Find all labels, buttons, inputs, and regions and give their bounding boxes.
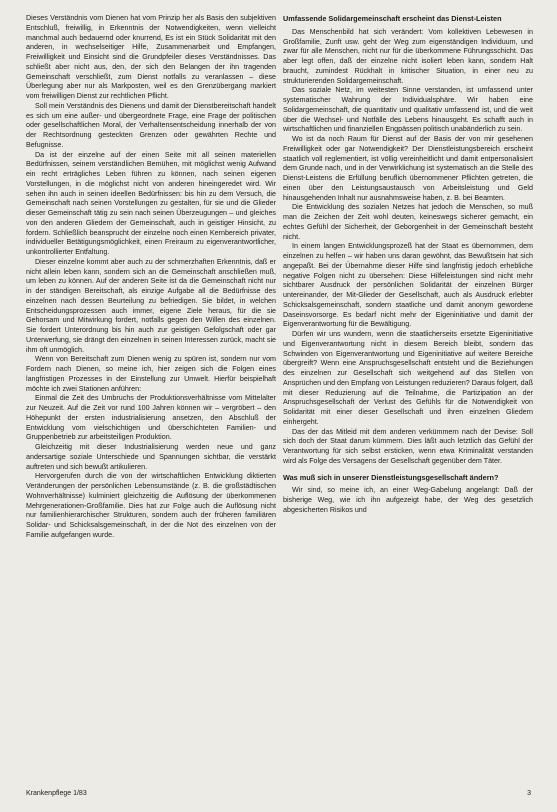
right-column: [283, 14, 533, 516]
section-heading: Was muß sich in unserer Dienstleistungsgesellschaft ändern?: [283, 472, 499, 482]
left-column: [26, 14, 276, 541]
paragraph: Hervorgerufen durch die von der wirtschaftlichen Entwicklung diktierten Veränderungen der persönlichen Lebensumstände (z. B. die großstädtischen Wohnverhältnisse) kulminiert gleichzeitig die Auflösung der überkommenen Mehrgenerationen-Großfamilie. Dies hat zur Folge auch die Auflösung nicht nur familienhierarchischer Strukturen, sondern auch der früheren familiären Solidar- und Schicksalsgemeinschaft, in der die Not des einzelnen von der Familie aufgefangen wurde.: [26, 472, 276, 539]
paragraph: Das der das Mitleid mit dem anderen verkümmern nach der Devise: Soll sich doch der Staat darum kümmern. Dies läßt auch letztlich das Gefühl der Verantwortung für sich selbst ersticken, wenn etwa Kriminalität verstanden wird als Folge des Versagens der Gesellschaft gegenüber dem Täter.: [283, 427, 533, 465]
paragraph: Wir sind, so meine ich, an einer Weg-Gabelung angelangt: Daß der bisherige Weg, wie ich ihn aufgezeigt habe, der Weg des gesetzlich abgesicherten Risikos und: [283, 486, 533, 514]
paragraph: Soll mein Verständnis des Dienens und damit der Dienstbereitschaft handelt es sich um eine außer- und übergeordnete Frage, eine Frage der politischen oder gesellschaftlichen Moral, der Verhaltensentscheidung innerhalb der von der Rechtsordnung gesteckten Grenzen oder gewährten Rechte und Befugnisse.: [26, 101, 276, 149]
paragraph: Einmal die Zeit des Umbruchs der Produktionsverhältnisse vom Mittelalter zur Neuzeit. Auf die Zeit vor rund 100 Jahren können wir – vergröbert – den Höhepunkt der ersten industrialisierung ansetzen, den Abschluß der Entwicklung vom vielschichtigen und überschichteten Familien- und Gruppenbetrieb zur arbeitsteiligen Produktion.: [26, 394, 276, 442]
journal-name: Krankenpflege 1/83: [26, 790, 87, 797]
paragraph: Wo ist da noch Raum für Dienst auf der Basis der von mir gesehenen Freiwilligkeit oder gar Notwendigkeit? Der Dienstleistungsbereich erscheint staatlich voll reglementiert, ist völlig vereinheitlicht und damit entpersonalisiert dem Grunde nach, und in der Verwirklichung ist systematisch an die Stelle des Dienst-Leistens die Erfüllung beruflich übernommener Pflichten getreten, die einen über den Leistungsaustausch von Arbeitsleistung und Geld hinausgehenden Inhalt nur ausnahmsweise haben, z. B. bei Beamten.: [283, 135, 533, 202]
paragraph: Wenn von Bereitschaft zum Dienen wenig zu spüren ist, sondern nur vom Fordern nach Dienen, so meine ich, hier zeigen sich die Folgen eines langfristigen Prozesses in der Einstellung zur Umwelt. Hierfür beispielhaft möchte ich zwei Stationen anführen:: [26, 355, 276, 393]
paragraph: Das soziale Netz, im weitesten Sinne verstanden, ist umfassend unter systematischer Wahrung der Individualsphäre. Wir haben eine Solidargemeinschaft, die quantitativ und qualitativ umfassend ist, und die weit über die Wechsel- und Notfälle des Lebens hinausgeht. Es schafft auch in wirtschaftlichen und finanziellen Engpässen politisch unabänderlich zu sein.: [283, 86, 533, 134]
paragraph: In einem langen Entwicklungsprozeß hat der Staat es übernommen, dem einzelnen zu helfen – wir haben uns daran gewöhnt, das Bewußtsein hat sich angepaßt. Bei der Übernahme dieser Hilfe sind langfristig jedoch erhebliche negative Folgen nicht zu übersehen: Diese Hilfeleistungen sind nicht mehr sichtbarer Ausdruck der persönlichen Solidarität der einzelnen Bürger untereinander, der Mit-Glieder der Gesellschaft, auch als Ausdruck erlebter Schicksalsgemeinschaft, sondern staatliche und damit anonym gewordene Daseinsvorsorge. Es bedarf nicht mehr der Eigeninitiative und damit der Eigenverantwortung für die Bewältigung.: [283, 242, 533, 329]
paragraph: Dürfen wir uns wundern, wenn die staatlicherseits ersetzte Eigeninitiative und Eigenverantwortung nicht in diesem Bereich bleibt, sondern das Schwinden von Eigenverantwortung und Eigeninitiative auf weitere Bereiche übergreift? Wenn eine Anspruchsgesellschaft entsteht und die Beziehungen des einzelnen zur Gesellschaft sich weitgehend auf das Stellen von Ansprüchen und den Empfang von Leistungen reduzieren? Daraus folgert, daß mit dieser Reduzierung auf die Teilnahme, die Partizipation an der Anspruchsgesellschaft der Verlust des Gefühls für die Notwendigkeit von Solidarität mit einer dieser Gesellschaft und ihren einzelnen Gliedern einhergeht.: [283, 330, 533, 426]
paragraph: Dieses Verständnis vom Dienen hat vom Prinzip her als Basis den subjektiven Entschluß, freiwillig, in Erkenntnis der Notwendigkeiten, wenn vielleicht manchmal auch bedauernd oder knurrend, Es ist ein Stück Solidarität mit den anderen, in wechselseitiger Hilfe, Zusammenarbeit und Empfangen, Freiwilligkeit und Einsicht sind die Grundpfeiler dieses Verständnisses. Das schließt aber nicht aus, den, der sich den Belangen der ihn tragenden Gemeinschaft verschließt, zum Dienst notfalls zu veranlassen – diese Überlegung aber nur als Markposten, weil es den Grenzübergang markiert vom freiwilligen Dienst zur rechtlichen Pflicht.: [26, 14, 276, 100]
paragraph: Da ist der einzelne auf der einen Seite mit all seinen materiellen Bedürfnissen, seinem verständlichen Bemühen, mit möglichst wenig Aufwand ein recht erträgliches Leben führen zu können, nach seinen eigenen Vorstellungen, in die möglichst nicht von anderen hineingeredet wird. Wir sehen ihn auch in seinen ideellen Bedürfnissen: bis hin zu dem Versuch, die Gemeinschaft nach seinen Vorstellungen zu gestalten, für sie und die Glieder dieser Gemeinschaft tätig zu sein nach seinen Überzeugungen – und gleiches von den anderen Gliedern der Gemeinschaft, auch in geistiger Hinsicht, zu fordern. Schließlich beansprucht der einzelne noch einen Kernbereich privater, individueller Betätigungsmöglichkeit, einen Freiraum zu eigenverantwortlicher, unkontrollierter Entfaltung.: [26, 150, 276, 256]
page-number: 3: [527, 790, 531, 797]
section-heading: Umfassende Solidargemeinschaft erscheint das Dienst-Leisten: [283, 14, 502, 23]
page-footer: [26, 790, 531, 797]
paragraph: Die Entwicklung des sozialen Netzes hat jedoch die Menschen, so muß man die Zeichen der Zeit wohl deuten, keineswegs sicherer gemacht, ein echtes Gefühl der Sicherheit, der Geborgenheit in der Gemeinschaft besteht nicht.: [283, 203, 533, 241]
paragraph: Gleichzeitig mit dieser Industrialisierung werden neue und ganz andersartige soziale Unterschiede und Spannungen sichtbar, die verstärkt auftreten und sich bewußt artikulieren.: [26, 443, 276, 471]
paragraph: Das Menschenbild hat sich verändert: Vom kollektiven Lebewesen in Großfamilie, Zunft usw. geht der Weg zum eigenständigen Individuum, und zwar für alle Menschen, nicht nur für die überkommene Führungsschicht. Das aber legt offen, daß der einzelne nicht isoliert leben kann, sondern Halt braucht, zumindest Rückhalt in kritischer Situation, in einer neu zu strukturierenden Solidargemeinschaft.: [283, 27, 533, 85]
paragraph: Dieser einzelne kommt aber auch zu der schmerzhaften Erkenntnis, daß er nicht allein leben kann, sondern sich an die Gemeinschaft anschließen muß, um leben zu können. Auf der anderen Seite ist da die Gemeinschaft nicht nur in der ständigen Bereitschaft, als einzige Aufgabe all die Bedürfnisse des einzelnen nach dessen Beurteilung zu befriedigen. Sie bildet, in welchen Entscheidungsprozessen auch immer, eigene Ziele heraus, für die sie Gehorsam und Mitwirkung fordert, notfalls gegen den Willen des einzelnen. Sie fordert Unterordnung bis hin auch zur geistigen Gefolgschaft oder gar Unterwerfung, sie drängt den einzelnen in seinen Interessen zurück, macht sie ihm oft unmöglich.: [26, 257, 276, 354]
